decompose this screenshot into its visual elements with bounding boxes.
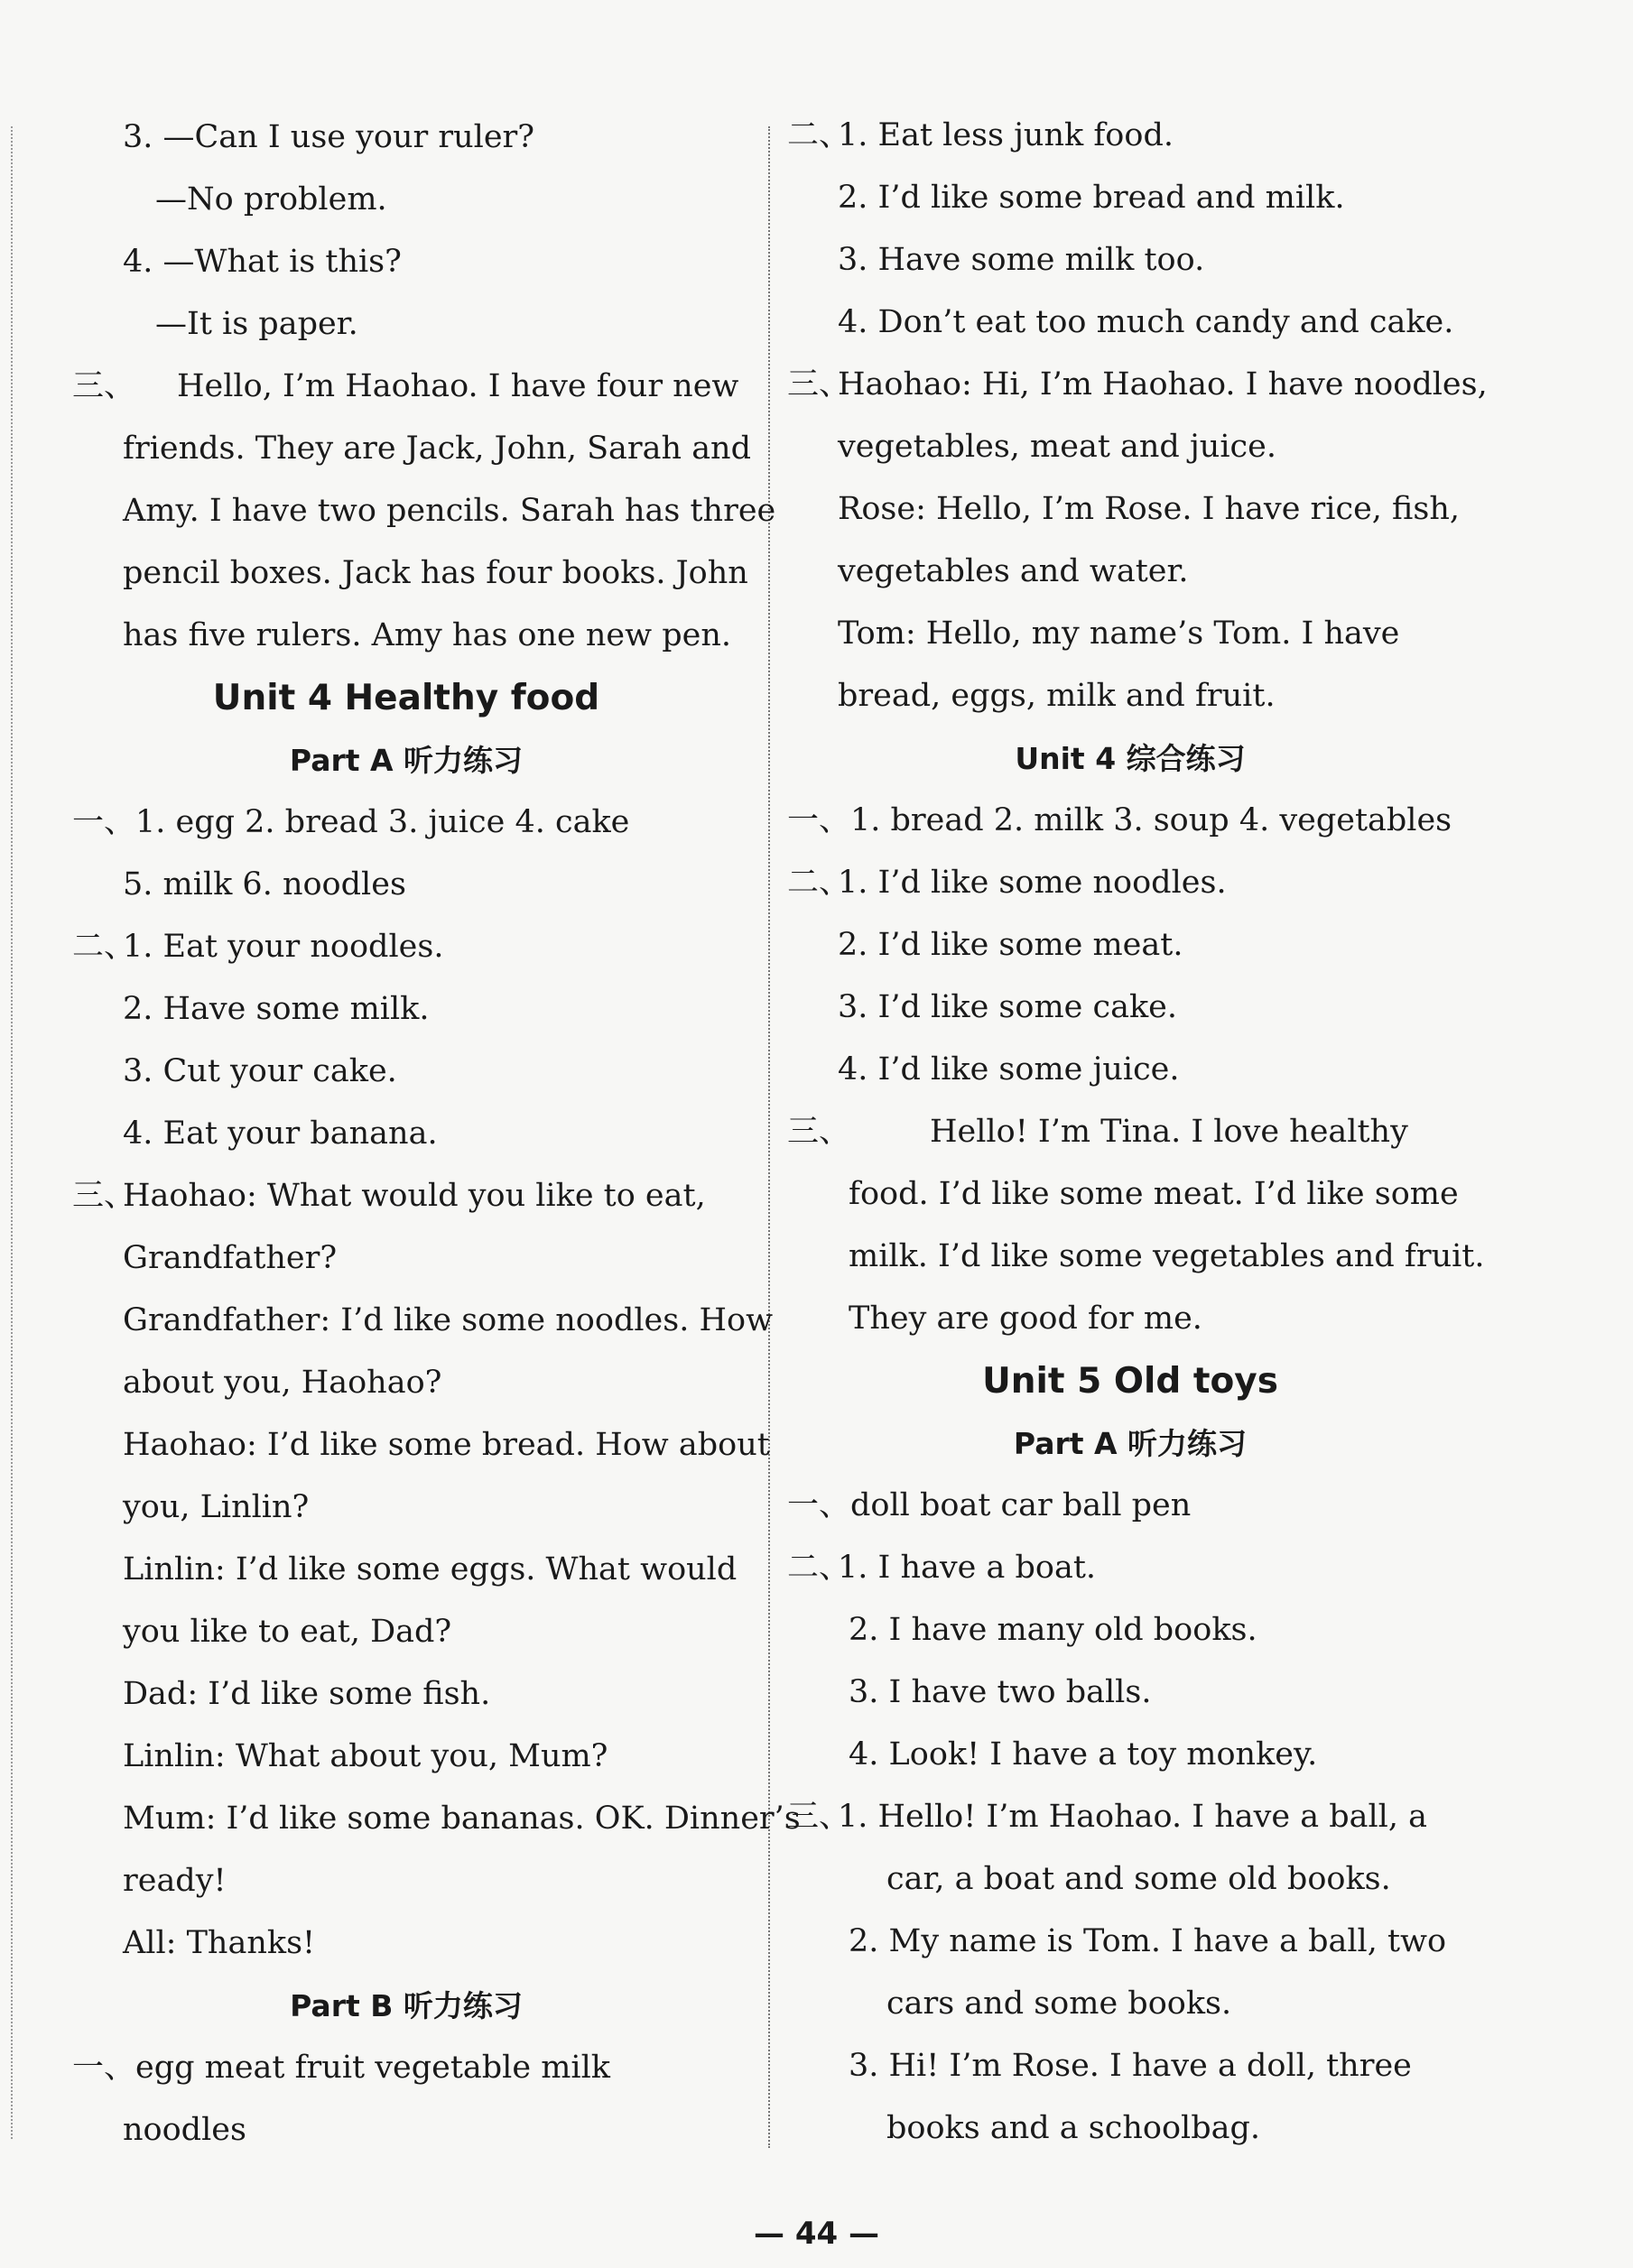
part-a-title: Part A 听力练习 <box>289 743 524 778</box>
paragraph-text: milk. I’d like some vegetables and fruit. <box>849 1238 1485 1274</box>
answer-line <box>72 916 740 978</box>
dialogue-line: vegetables and water. <box>838 553 1189 589</box>
answer-line: 3. Have some milk too. <box>838 242 1205 278</box>
answer-line: books and a schoolbag. <box>886 2110 1261 2146</box>
left-line: 3. —Can I use your ruler? <box>123 119 535 155</box>
answer-line: 4. Eat your banana. <box>123 1115 438 1152</box>
dialogue-line: Rose: Hello, I’m Rose. I have rice, fish, <box>838 491 1461 527</box>
answer-line <box>787 1786 1473 1848</box>
dialogue-line: you, Linlin? <box>123 1489 310 1525</box>
right-column <box>787 105 1488 2160</box>
dialogue-line: ready! <box>123 1863 227 1899</box>
dialogue-line: Grandfather? <box>123 1240 338 1276</box>
section-marker: 二、 <box>787 117 851 153</box>
answer-text: 1. Eat your noodles. <box>123 929 444 965</box>
section-marker: 三、 <box>787 1114 851 1150</box>
unit-4-comprehensive-title: Unit 4 综合练习 <box>1015 741 1246 776</box>
dialogue-line: All: Thanks! <box>123 1925 316 1961</box>
binding-edge-line <box>11 126 13 2139</box>
dialogue-text: Haohao: What would you like to eat, <box>123 1178 706 1214</box>
answer-line: 2. I’d like some bread and milk. <box>838 180 1345 216</box>
left-column <box>72 106 801 2162</box>
answer-line: 一、egg meat fruit vegetable milk <box>72 2050 610 2086</box>
unit-5-part-a-title: Part A 听力练习 <box>1013 1426 1248 1461</box>
answer-text: 1. I have a boat. <box>838 1550 1097 1586</box>
dialogue-line: you like to eat, Dad? <box>123 1614 452 1650</box>
section-marker: 三、 <box>787 366 851 403</box>
answer-line: 3. I’d like some cake. <box>838 989 1178 1025</box>
dialogue-line <box>72 1165 740 1227</box>
left-line: —It is paper. <box>155 306 358 342</box>
answer-line: 一、1. bread 2. milk 3. soup 4. vegetables <box>787 802 1452 838</box>
dialogue-line: Mum: I’d like some bananas. OK. Dinner’s <box>123 1801 801 1837</box>
left-line: 4. —What is this? <box>123 244 402 280</box>
dialogue-line: Linlin: I’d like some eggs. What would <box>123 1551 738 1588</box>
unit-5-title: Unit 5 Old toys <box>982 1361 1278 1402</box>
answer-line: 4. Look! I have a toy monkey. <box>849 1736 1318 1773</box>
paragraph-text: has five rulers. Amy has one new pen. <box>123 617 732 653</box>
dialogue-line: Grandfather: I’d like some noodles. How <box>123 1302 774 1338</box>
answer-line: 2. Have some milk. <box>123 991 430 1027</box>
answer-line: 3. Cut your cake. <box>123 1053 397 1089</box>
answer-line: noodles <box>123 2112 246 2148</box>
part-b-title: Part B 听力练习 <box>290 1988 523 2023</box>
dialogue-line: Haohao: I’d like some bread. How about <box>123 1427 770 1463</box>
paragraph-text: Amy. I have two pencils. Sarah has three <box>123 493 776 529</box>
dialogue-line: vegetables, meat and juice. <box>838 429 1276 465</box>
dialogue-line: Linlin: What about you, Mum? <box>123 1738 608 1774</box>
answer-line: 3. Hi! I’m Rose. I have a doll, three <box>849 2048 1412 2084</box>
answer-line: 3. I have two balls. <box>849 1674 1152 1710</box>
left-line: —No problem. <box>155 181 387 218</box>
dialogue-text: Haohao: Hi, I’m Haohao. I have noodles, <box>838 366 1488 403</box>
unit-4-title: Unit 4 Healthy food <box>212 678 600 718</box>
answer-line: 4. I’d like some juice. <box>838 1051 1180 1088</box>
paragraph-text: Hello! I’m Tina. I love healthy <box>930 1114 1408 1150</box>
section-marker: 二、 <box>72 929 136 965</box>
paragraph-text: They are good for me. <box>849 1301 1202 1337</box>
answer-line: 4. Don’t eat too much candy and cake. <box>838 304 1454 340</box>
section-marker: 三、 <box>72 368 136 404</box>
section-marker: 二、 <box>787 1550 851 1586</box>
answer-text: 1. I’d like some noodles. <box>838 865 1227 901</box>
answer-text: 1. Hello! I’m Haohao. I have a ball, a <box>838 1799 1427 1835</box>
answer-line: 5. milk 6. noodles <box>123 866 406 903</box>
paragraph-text: food. I’d like some meat. I’d like some <box>849 1176 1459 1212</box>
section-marker: 三、 <box>72 1178 136 1214</box>
answer-text: 1. Eat less junk food. <box>838 117 1174 153</box>
answer-line: car, a boat and some old books. <box>886 1861 1391 1897</box>
answer-line: 2. I’d like some meat. <box>838 927 1183 963</box>
answer-line: 2. My name is Tom. I have a ball, two <box>849 1923 1447 1959</box>
answer-line: 2. I have many old books. <box>849 1612 1257 1648</box>
dialogue-line: about you, Haohao? <box>123 1365 442 1401</box>
answer-line <box>787 852 1473 914</box>
paragraph-text: friends. They are Jack, John, Sarah and <box>123 430 752 467</box>
page-number: — 44 — <box>754 2216 879 2252</box>
section-marker: 三、 <box>787 1799 851 1835</box>
dialogue-line: Dad: I’d like some fish. <box>123 1676 491 1712</box>
section-3-paragraph-line <box>72 356 740 418</box>
paragraph-line <box>787 1101 1473 1163</box>
answer-line: 一、doll boat car ball pen <box>787 1487 1192 1523</box>
answer-line: cars and some books. <box>886 1986 1232 2022</box>
section-marker: 二、 <box>787 865 851 901</box>
dialogue-line: Tom: Hello, my name’s Tom. I have <box>838 616 1400 652</box>
answer-line: 一、1. egg 2. bread 3. juice 4. cake <box>72 804 630 840</box>
dialogue-line: bread, eggs, milk and fruit. <box>838 678 1276 714</box>
answer-line <box>787 105 1473 167</box>
answer-line <box>787 1537 1473 1599</box>
paragraph-text: pencil boxes. Jack has four books. John <box>123 555 748 591</box>
paragraph-text: Hello, I’m Haohao. I have four new <box>177 368 739 404</box>
dialogue-line <box>787 354 1488 416</box>
